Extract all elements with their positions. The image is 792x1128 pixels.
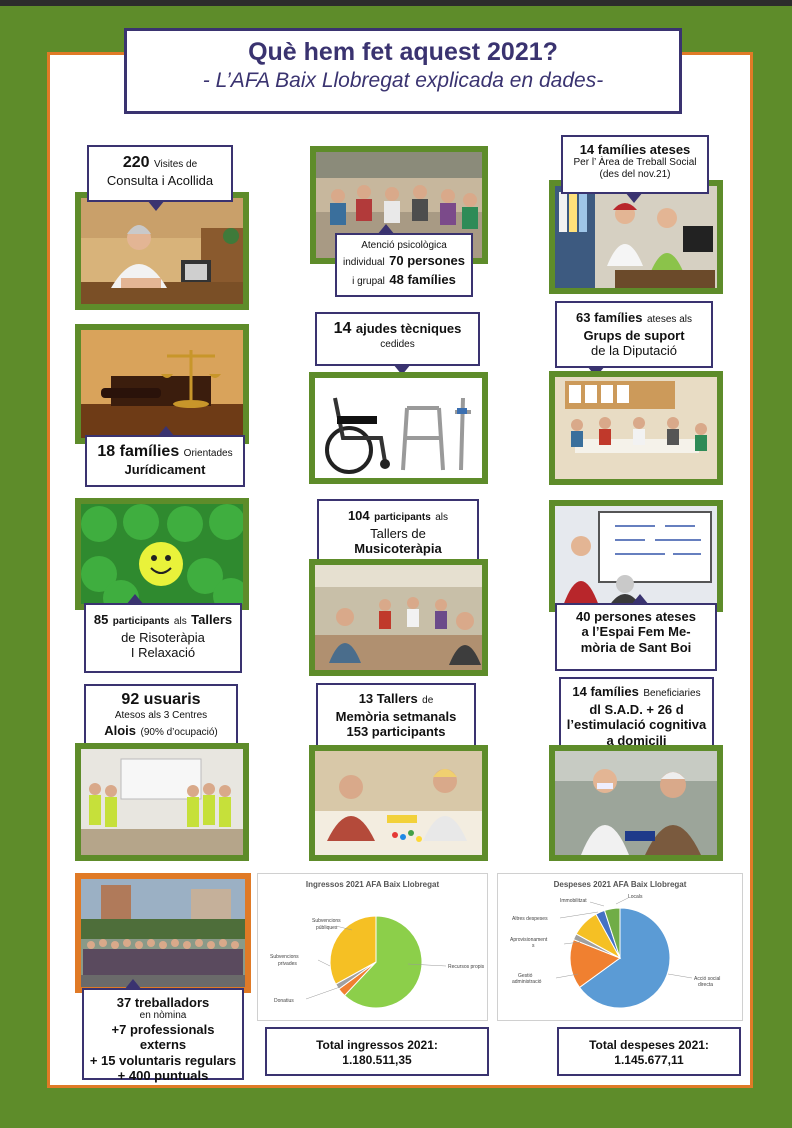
photo-support-group [549,371,723,485]
pie0-label-recursos: Recursos propis [448,964,485,970]
title-box [124,28,682,114]
photo-music-group [309,559,488,676]
pie1-label-aprov-2: s [532,943,535,949]
pie1-label-immob: Immobilitzat [560,898,587,904]
callout-atencio: Atenció psicològica individual 70 persones i grupal 48 famílies [335,233,473,297]
pie1-label-aprov-1: Aprovisionament [510,937,548,943]
callout-tallers-memoria: 13 Tallers de Memòria setmanals 153 participants [316,683,476,753]
page-subtitle: - L’AFA Baix Llobregat explicada en dades- [202,69,604,92]
photo-wheelchair [309,372,488,484]
callout-fem-memoria: 40 persones ateses a l’Espai Fem Me- mòria de Sant Boi [555,603,717,671]
chart-despeses-title: Despeses 2021 AFA Baix Llobregat [553,880,687,889]
callout-juridic: 18 famílies Orientades Jurídicament [85,435,245,487]
callout-alois: 92 usuaris Atesos als 3 Centres Alois (90% d’ocupació) [84,684,238,751]
pie0-label-subv-pub-2: públiques [316,925,338,931]
photo-alois-staff [75,743,249,861]
chart-ingressos-title: Ingressos 2021 AFA Baix Llobregat [305,880,440,889]
callout-sad: 14 famílies Beneficiaries dl S.A.D. + 26 d l’estimulació cognitiva a domicili [559,677,714,759]
pie1-label-altres: Altres despeses [512,916,548,922]
top-bar [0,0,792,6]
chart-ingressos [257,873,488,1021]
pie0-label-subv-priv-1: Subvencions [270,954,299,960]
pie0-label-donatius: Donatius [274,998,294,1004]
callout-musicoterapia: 104 participants als Tallers de Musicoteràpia [317,499,479,566]
photo-home-care [549,745,723,861]
callout-treball-social: 14 famílies ateses Per l’ Àrea de Treball Social (des del nov.21) [561,135,709,194]
callout-ajudes: 14 ajudes tècniques cedides [315,312,480,366]
photo-team-group [75,873,251,993]
page-title: Què hem fet aquest 2021? [248,38,558,66]
pie1-label-gestio-2: administració [512,979,542,985]
pie1-label-accio-2: directa [698,982,714,988]
pie1-label-locals: Locals [628,894,643,900]
photo-memory-game [309,745,488,861]
callout-visites: 220 Visites de Consulta i Acollida [87,145,233,202]
callout-risoterapia: 85 participants als Tallers de Risoteràpia I Relaxació [84,603,242,673]
callout-treballadors: 37 treballadors en nòmina +7 professionals externs + 15 voluntaris regulars + 400 puntuals [82,988,244,1080]
chart-ingressos-svg [258,874,489,1022]
photo-smileys [75,498,249,610]
pie1-label-accio-1: Acció social [694,976,721,982]
pie0-label-subv-pub-1: Subvencions [312,918,341,924]
pie1-label-gestio-1: Gestió [518,973,533,979]
total-ingressos: Total ingressos 2021: 1.180.511,35 [265,1027,489,1076]
pie0-label-subv-priv-2: privades [278,961,297,967]
total-despeses: Total despeses 2021: 1.145.677,11 [557,1027,741,1076]
callout-grups-suport: 63 famílies ateses als Grups de suport de la Diputació [555,301,713,368]
chart-despeses [497,873,743,1021]
chart-despeses-svg [498,874,744,1022]
